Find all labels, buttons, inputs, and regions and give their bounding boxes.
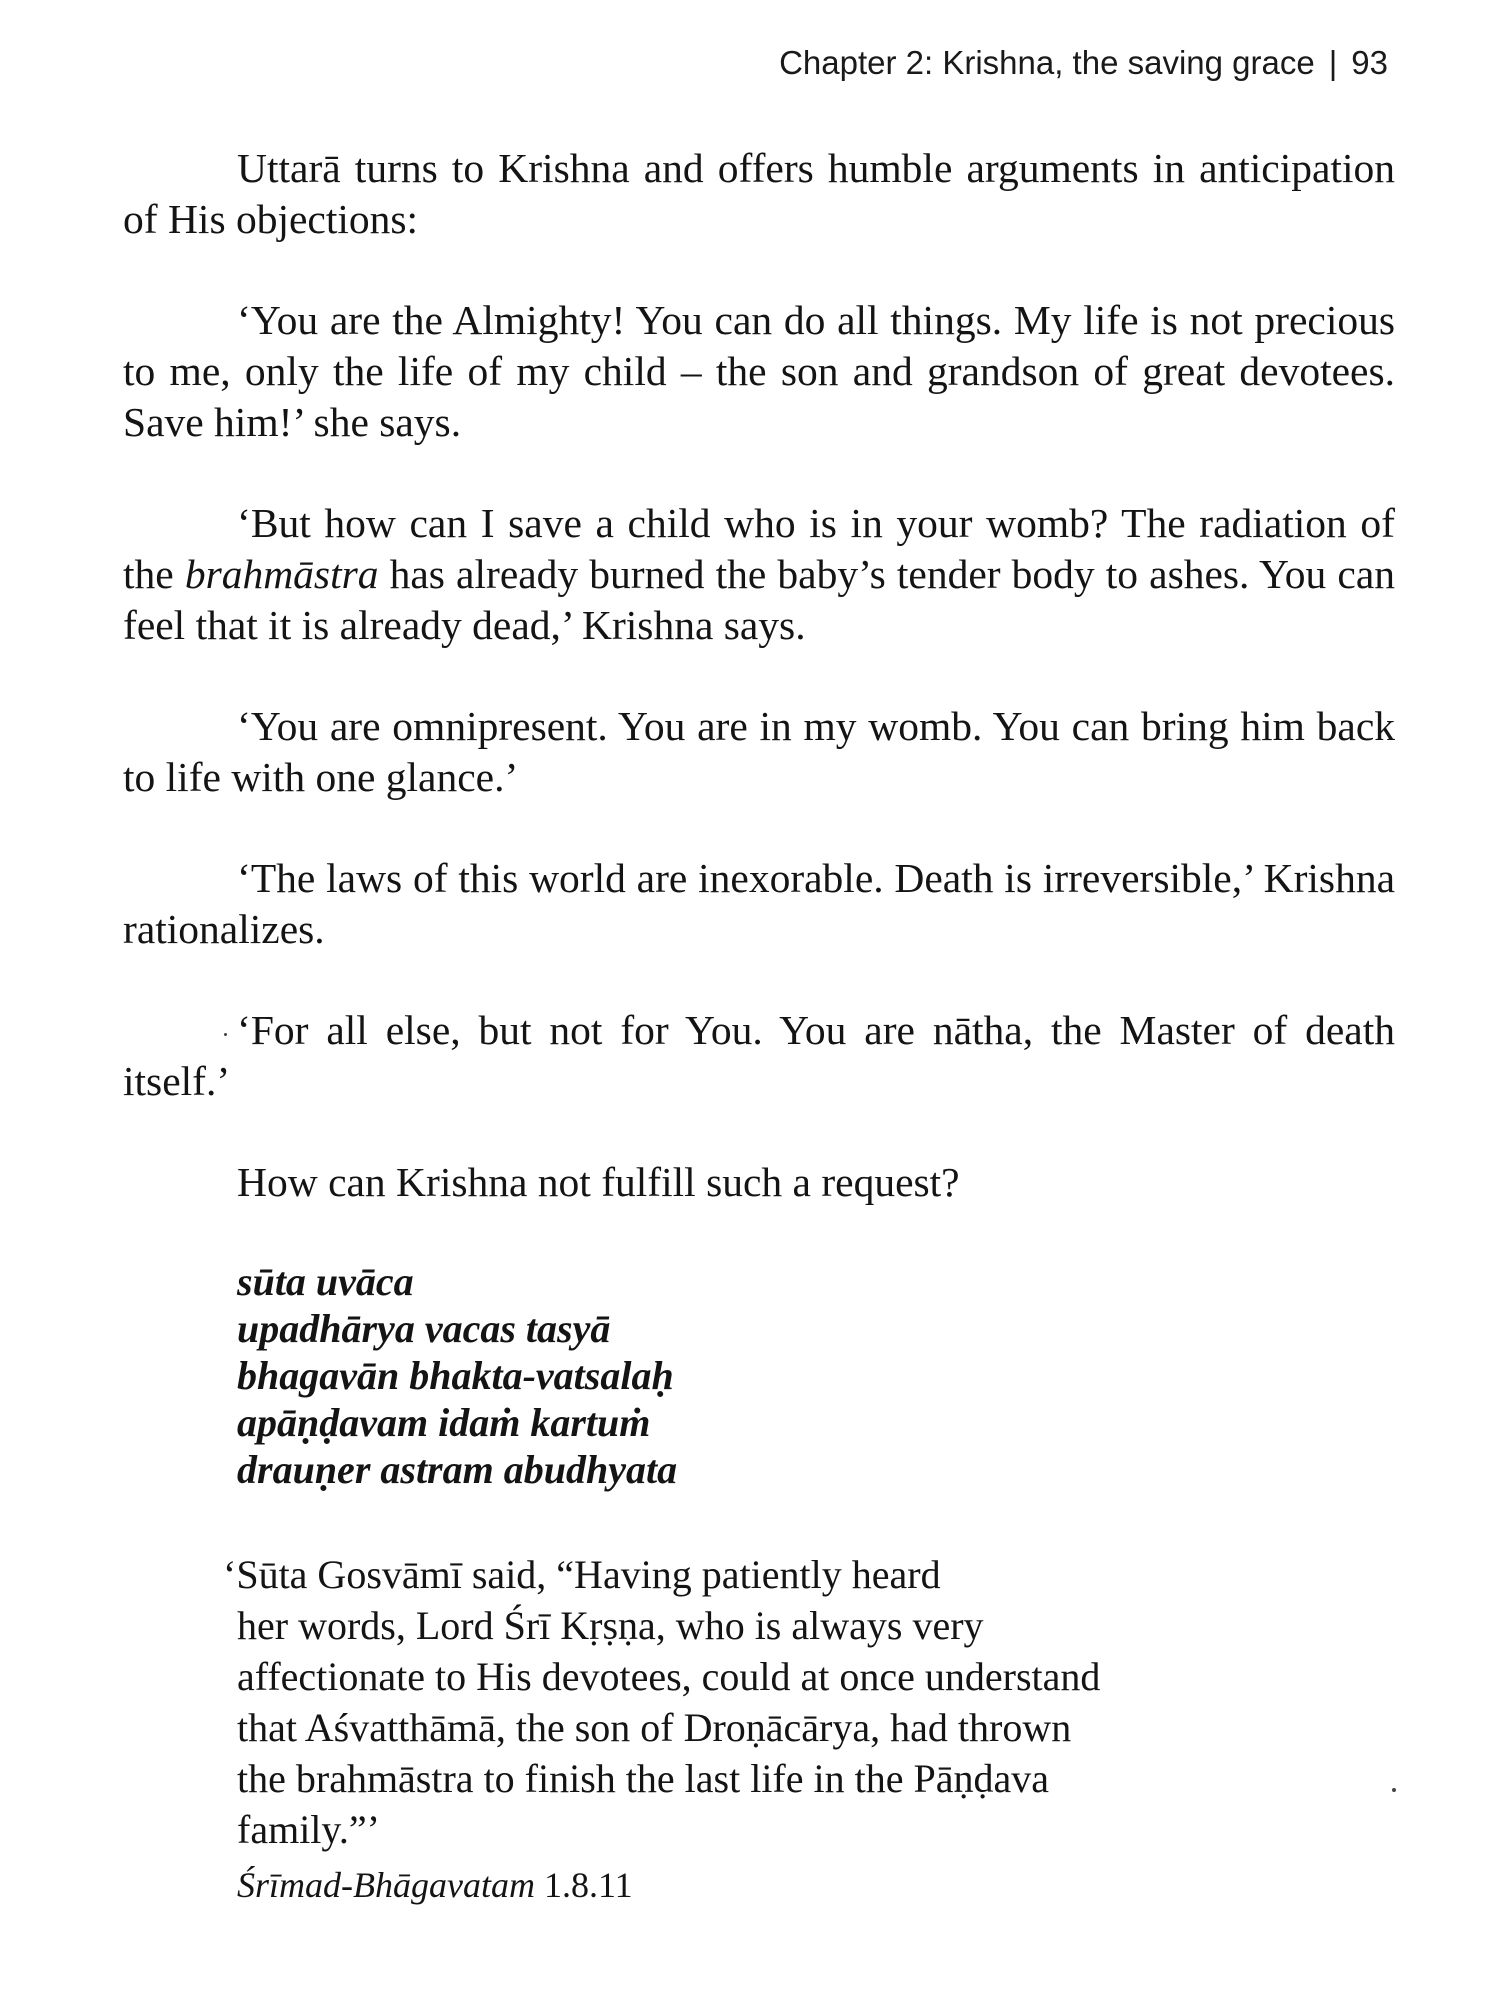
verse-line: bhagavān bhakta-vatsalaḥ: [237, 1353, 674, 1398]
verse-line: upadhārya vacas tasyā: [237, 1306, 611, 1351]
paragraph-7: How can Krishna not fulfill such a request?: [237, 1159, 960, 1205]
paragraph-2: ‘You are the Almighty! You can do all things. My life is not precious to me, only the life of my child – the son and grandson of great devotees. Save him!’ she says.: [123, 297, 1395, 445]
sanskrit-verse: [237, 1258, 1395, 1493]
translation-line: family.”’: [237, 1807, 380, 1852]
running-header: [779, 44, 1388, 82]
scan-speck: [1392, 1788, 1396, 1792]
verse-translation: [223, 1549, 1257, 1855]
translation-line: her words, Lord Śrī Kṛṣṇa, who is always very: [237, 1603, 984, 1648]
verse-line: sūta uvāca: [237, 1259, 414, 1304]
page-number: 93: [1351, 44, 1388, 81]
verse-line: apāṇḍavam idaṁ kartuṁ: [237, 1400, 651, 1445]
translation-line: ‘Sūta Gosvāmī said, “Having patiently heard: [223, 1552, 941, 1597]
paragraph-3-end: has already burned the baby’s tender body to ashes. You can feel that it is already dead,’ Krishna says.: [123, 551, 1395, 648]
paragraph-5: ‘The laws of this world are inexorable. Death is irreversible,’ Krishna rationalizes.: [123, 855, 1395, 952]
citation-reference: 1.8.11: [534, 1865, 633, 1905]
translation-line: the brahmāstra to finish the last life in the Pāṇḍava: [237, 1756, 1049, 1801]
verse-line: drauṇer astram abudhyata: [237, 1447, 678, 1492]
citation-work: Śrīmad-Bhāgavatam: [237, 1865, 535, 1905]
paragraph-3-start: ‘But how can I save a child who is in your womb? The radiation of the: [123, 500, 1395, 597]
brahmastra-term: brahmāstra: [184, 551, 379, 597]
scan-speck: [224, 1033, 227, 1036]
chapter-title: Chapter 2: Krishna, the saving grace: [779, 44, 1315, 81]
translation-line: that Aśvatthāmā, the son of Droṇācārya, had thrown: [237, 1705, 1072, 1750]
paragraph-1: Uttarā turns to Krishna and offers humble arguments in anticipation of His objections:: [123, 145, 1395, 242]
header-separator: |: [1328, 44, 1338, 81]
paragraph-6: ‘For all else, but not for You. You are nātha, the Master of death itself.’: [123, 1007, 1395, 1104]
verse-citation: [237, 1863, 1395, 1907]
paragraph-3: [123, 498, 1395, 651]
page-body: [123, 143, 1395, 1907]
translation-line: affectionate to His devotees, could at once understand: [237, 1654, 1101, 1699]
paragraph-4: ‘You are omnipresent. You are in my womb. You can bring him back to life with one glance.’: [123, 703, 1395, 800]
